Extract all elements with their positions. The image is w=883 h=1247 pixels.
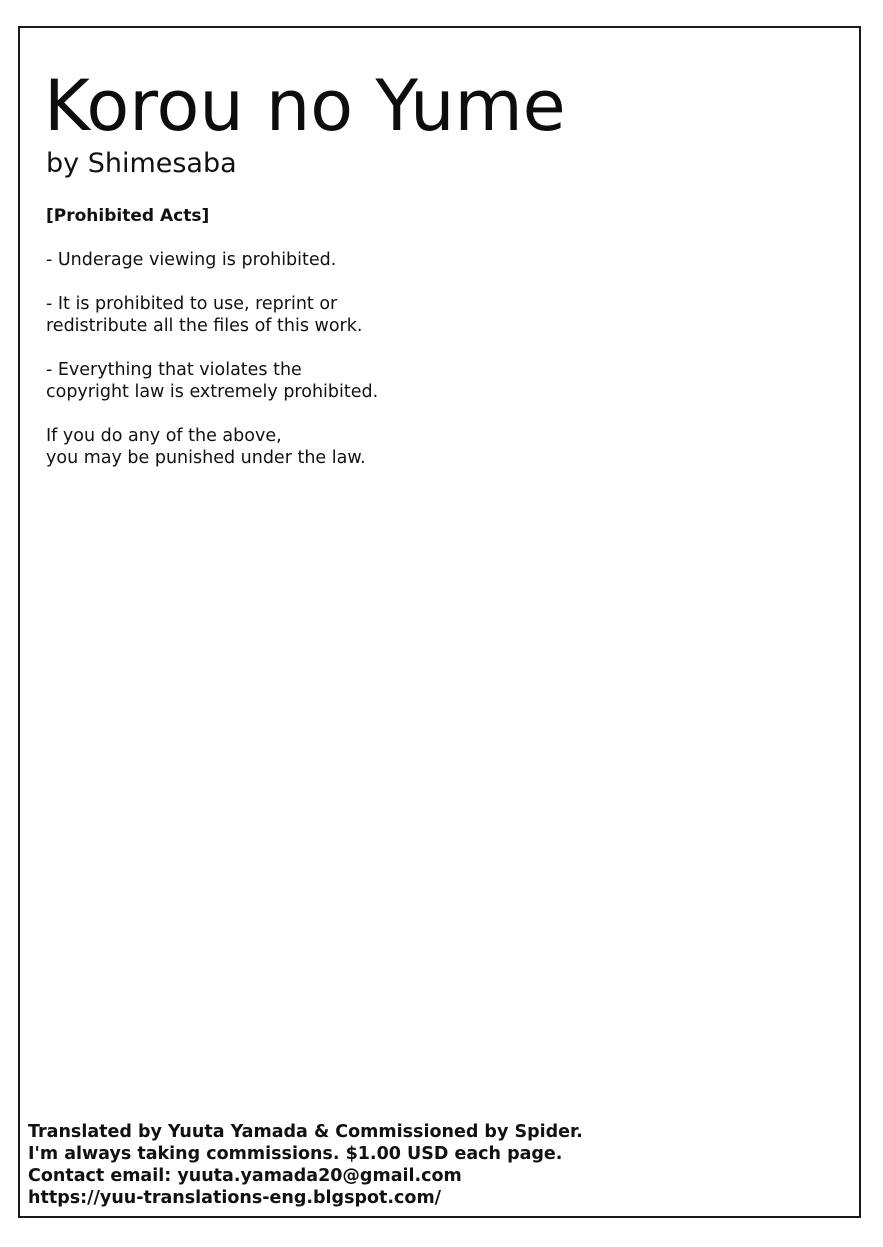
notice-line: redistribute all the files of this work. <box>46 316 363 336</box>
page-title: Korou no Yume <box>44 65 566 147</box>
notice-item-copyright <box>46 359 646 403</box>
credits-commission-line: I'm always taking commissions. $1.00 USD each page. <box>28 1144 563 1164</box>
notice-line: copyright law is extremely prohibited. <box>46 382 379 402</box>
notice-line: - Underage viewing is prohibited. <box>46 250 337 270</box>
notice-line: - It is prohibited to use, reprint or <box>46 294 338 314</box>
author-byline: by Shimesaba <box>46 148 237 179</box>
credits-translator-line: Translated by Yuuta Yamada & Commissioned by Spider. <box>28 1122 583 1142</box>
notice-item-punishment <box>46 425 646 469</box>
credits-email-line: Contact email: yuuta.yamada20@gmail.com <box>28 1166 462 1186</box>
notice-line: you may be punished under the law. <box>46 448 366 468</box>
notice-line: - Everything that violates the <box>46 360 302 380</box>
credits-url-line: https://yuu-translations-eng.blgspot.com/ <box>28 1188 442 1208</box>
prohibited-acts-notice <box>46 205 646 491</box>
notice-heading: [Prohibited Acts] <box>46 206 210 226</box>
translator-credits <box>28 1121 788 1209</box>
notice-item-redistribution <box>46 293 646 337</box>
notice-line: If you do any of the above, <box>46 426 282 446</box>
notice-item-underage <box>46 249 646 271</box>
page-frame <box>18 26 861 1218</box>
